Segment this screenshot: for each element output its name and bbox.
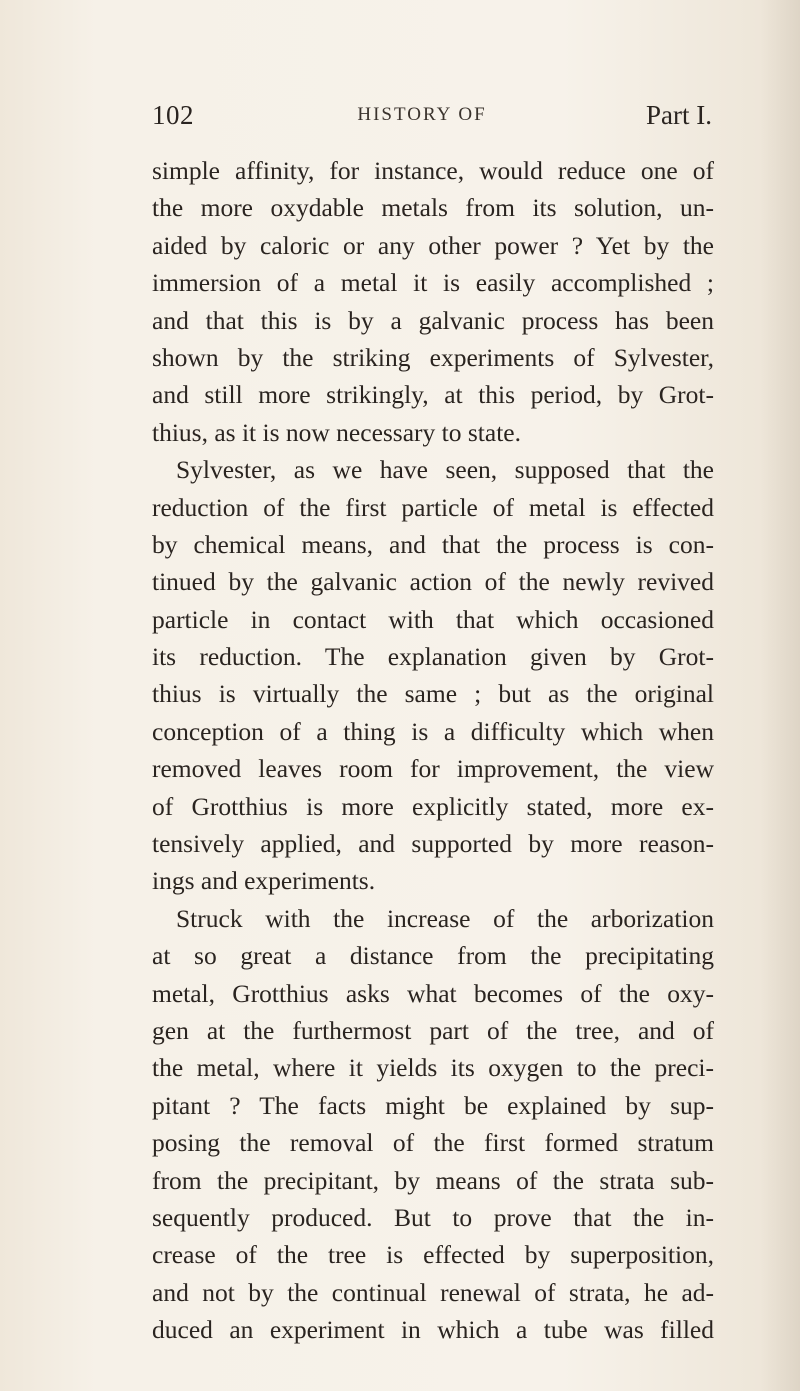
text-line: and not by the continual renewal of strata, he ad- <box>152 1277 714 1307</box>
text-line: conception of a thing is a difficulty which when <box>152 716 714 746</box>
text-line: shown by the striking experiments of Sylvester, <box>152 342 714 372</box>
text-line: and that this is by a galvanic process has been <box>152 305 714 335</box>
text-line: reduction of the first particle of metal is effected <box>152 492 714 522</box>
text-line: tensively applied, and supported by more reason- <box>152 829 714 859</box>
text-line: metal, Grotthius asks what becomes of the oxy- <box>152 978 714 1008</box>
text-line: thius is virtually the same ; but as the original <box>152 679 714 709</box>
text-line: crease of the tree is effected by superposition, <box>152 1240 714 1270</box>
running-head: HISTORY OF <box>357 104 487 125</box>
text-line: duced an experiment in which a tube was filled <box>152 1315 714 1345</box>
text-line: at so great a distance from the precipitating <box>152 941 714 971</box>
text-line: by chemical means, and that the process is con- <box>152 529 714 559</box>
text-line: immersion of a metal it is easily accomplished ; <box>152 268 714 298</box>
text-line: particle in contact with that which occasioned <box>152 604 714 634</box>
part-label: Part I. <box>646 100 712 130</box>
text-line: sequently produced. But to prove that the in- <box>152 1202 714 1232</box>
text-line: from the precipitant, by means of the strata sub- <box>152 1165 714 1195</box>
text-line: the metal, where it yields its oxygen to the preci- <box>152 1053 714 1083</box>
text-line: pitant ? The facts might be explained by sup- <box>152 1090 714 1120</box>
body-text <box>152 152 714 1349</box>
text-line: gen at the furthermost part of the tree, and of <box>152 1015 714 1045</box>
text-line: and still more strikingly, at this period, by Grot- <box>152 380 714 410</box>
text-line: Struck with the increase of the arborization <box>176 903 714 933</box>
text-line: tinued by the galvanic action of the newly revived <box>152 567 714 597</box>
text-line: the more oxydable metals from its solution, un- <box>152 193 714 223</box>
page-header <box>152 100 712 140</box>
text-line: posing the removal of the first formed stratum <box>152 1128 714 1158</box>
text-line: thius, as it is now necessary to state. <box>152 417 521 447</box>
text-line: simple affinity, for instance, would reduce one of <box>152 156 714 185</box>
text-line: ings and experiments. <box>152 866 376 896</box>
text-line: aided by caloric or any other power ? Yet by the <box>152 230 714 260</box>
text-line: removed leaves room for improvement, the view <box>152 754 714 784</box>
page-number: 102 <box>152 100 194 130</box>
text-line: its reduction. The explanation given by Grot- <box>152 642 714 672</box>
text-line: of Grotthius is more explicitly stated, more ex- <box>152 791 714 821</box>
page-edge-shadow <box>760 0 800 1391</box>
text-line: Sylvester, as we have seen, supposed that the <box>176 455 714 485</box>
